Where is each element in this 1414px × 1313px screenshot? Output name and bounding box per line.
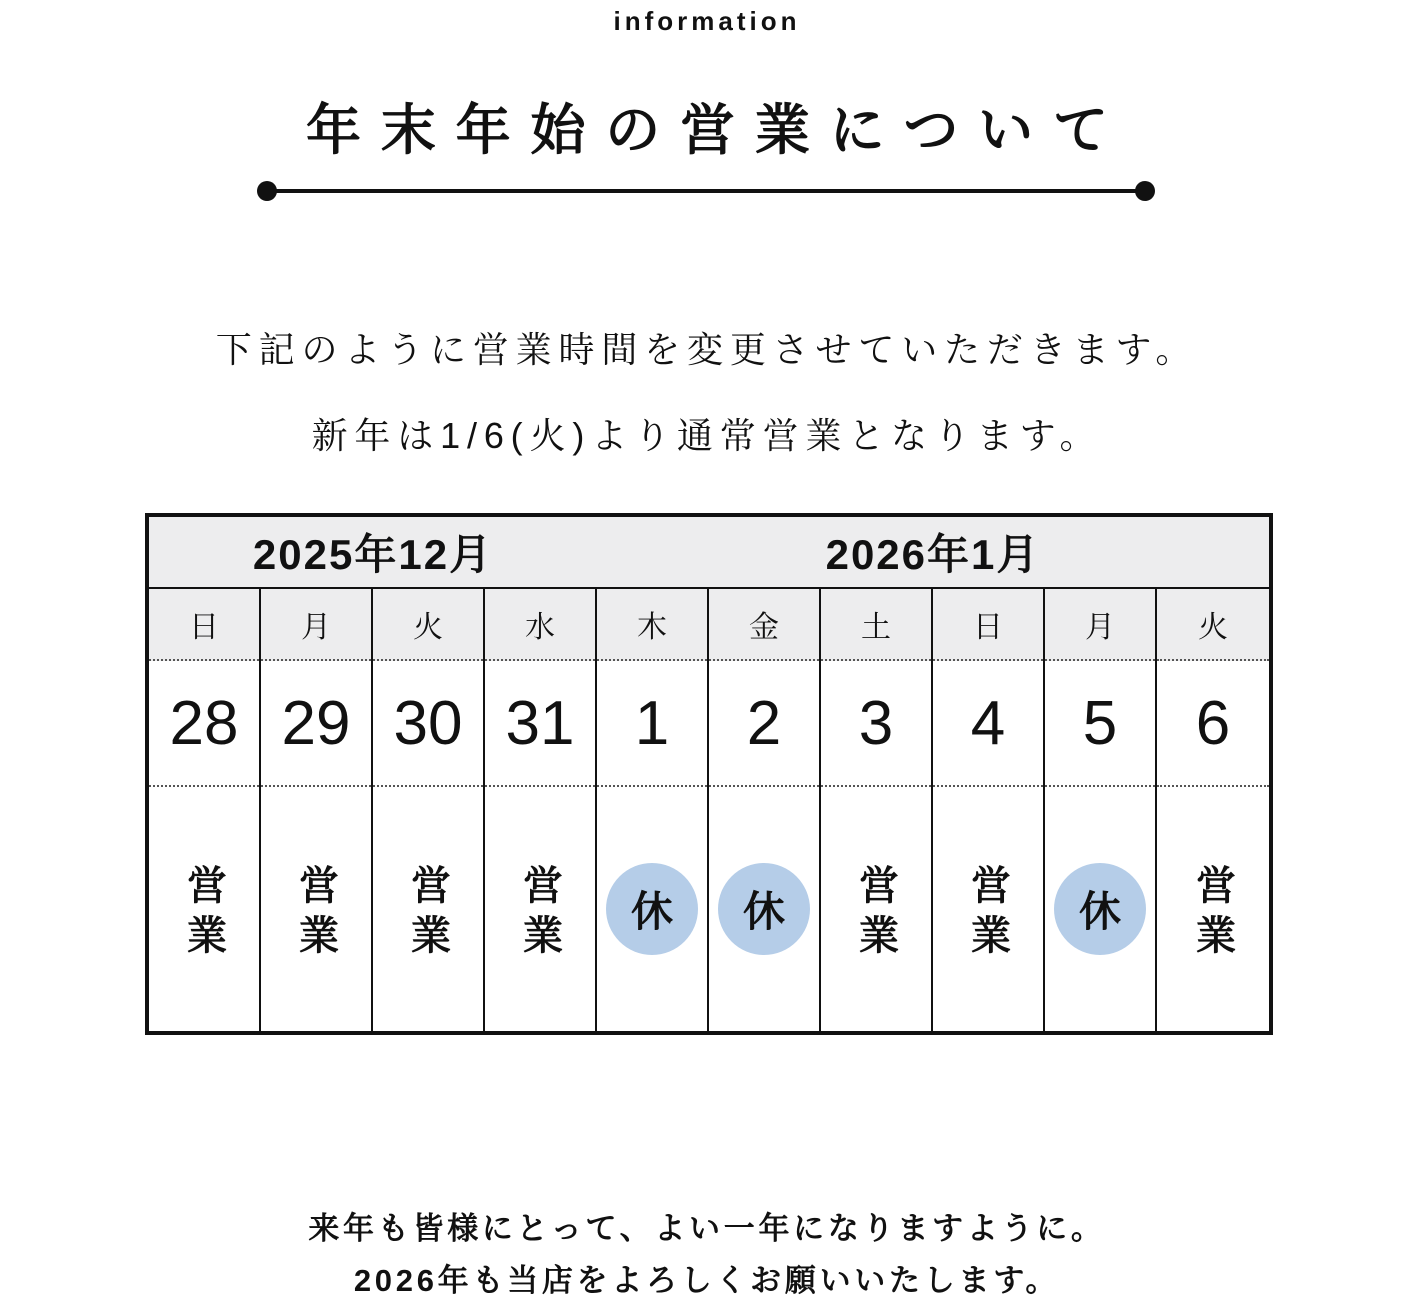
- status-label: 休: [718, 863, 810, 955]
- calendar-column: [821, 589, 933, 1031]
- status-cell: [373, 787, 483, 1031]
- holiday-calendar-table: [145, 513, 1273, 1035]
- date-cell: 31: [485, 661, 595, 787]
- status-label: 営業: [293, 864, 338, 964]
- calendar-column: [485, 589, 597, 1031]
- status-label: 営業: [517, 864, 562, 964]
- date-cell: 29: [261, 661, 371, 787]
- day-of-week-cell: 火: [373, 589, 483, 661]
- calendar-column: [597, 589, 709, 1031]
- date-cell: 28: [149, 661, 259, 787]
- status-cell: [1157, 787, 1269, 1031]
- status-cell: [1045, 787, 1155, 1031]
- day-of-week-cell: 火: [1157, 589, 1269, 661]
- outro-text: [0, 1203, 1414, 1307]
- calendar-column: [1045, 589, 1157, 1031]
- page-title: 年末年始の営業について: [306, 99, 1128, 161]
- status-label: 休: [1054, 863, 1146, 955]
- date-cell: 6: [1157, 661, 1269, 787]
- date-cell: 2: [709, 661, 819, 787]
- calendar-column: [709, 589, 821, 1031]
- date-cell: 5: [1045, 661, 1155, 787]
- calendar-grid: [149, 589, 1269, 1031]
- intro-line-2: 新年は1/6(火)より通常営業となります。: [311, 415, 1103, 456]
- status-cell: [261, 787, 371, 1031]
- day-of-week-cell: 日: [933, 589, 1043, 661]
- date-cell: 4: [933, 661, 1043, 787]
- month-label-january: 2026年1月: [825, 531, 1041, 578]
- title-divider: [257, 180, 1155, 202]
- status-label: 営業: [853, 864, 898, 964]
- status-cell: [933, 787, 1043, 1031]
- divider-right-dot-icon: [1135, 181, 1155, 201]
- day-of-week-cell: 土: [821, 589, 931, 661]
- status-label: 営業: [181, 864, 226, 964]
- day-of-week-cell: 金: [709, 589, 819, 661]
- status-cell: [149, 787, 259, 1031]
- status-label: 営業: [1190, 864, 1235, 964]
- status-label: 営業: [965, 864, 1010, 964]
- day-of-week-cell: 日: [149, 589, 259, 661]
- status-cell: [821, 787, 931, 1031]
- status-cell: [485, 787, 595, 1031]
- calendar-column: [1157, 589, 1269, 1031]
- calendar-column: [933, 589, 1045, 1031]
- date-cell: 3: [821, 661, 931, 787]
- intro-line-1: 下記のように営業時間を変更させていただきます。: [215, 329, 1199, 370]
- day-of-week-cell: 月: [261, 589, 371, 661]
- calendar-month-header: [149, 517, 1269, 589]
- calendar-column: [149, 589, 261, 1031]
- day-of-week-cell: 木: [597, 589, 707, 661]
- eyebrow-label: information: [613, 6, 801, 36]
- month-label-december: 2025年12月: [252, 531, 494, 578]
- status-cell: [709, 787, 819, 1031]
- intro-text: [0, 307, 1414, 479]
- date-cell: 1: [597, 661, 707, 787]
- date-cell: 30: [373, 661, 483, 787]
- outro-line-1: 来年も皆様にとって、よい一年になりますように。: [308, 1211, 1106, 1246]
- day-of-week-cell: 月: [1045, 589, 1155, 661]
- calendar-column: [261, 589, 373, 1031]
- day-of-week-cell: 水: [485, 589, 595, 661]
- status-label: 営業: [405, 864, 450, 964]
- outro-line-2: 2026年も当店をよろしくお願いいたします。: [353, 1263, 1061, 1298]
- status-cell: [597, 787, 707, 1031]
- divider-line: [267, 189, 1145, 193]
- status-label: 休: [606, 863, 698, 955]
- calendar-column: [373, 589, 485, 1031]
